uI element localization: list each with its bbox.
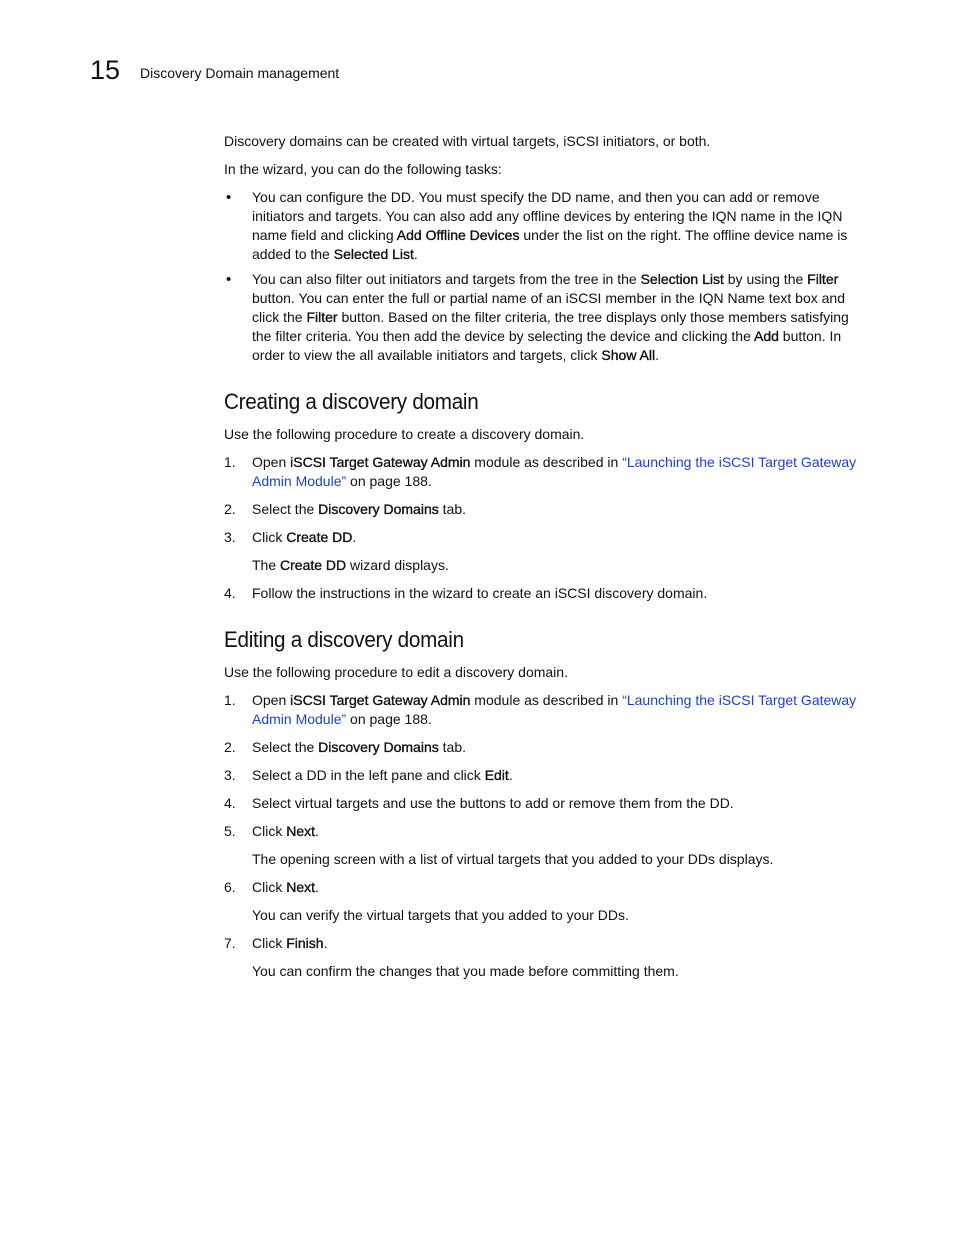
editing-step-5-result: The opening screen with a list of virtual targets that you added to your DDs displays. bbox=[252, 851, 774, 867]
editing-step-7: 7. Click Finish. bbox=[224, 935, 328, 951]
creating-step-3: 3. Click Create DD. bbox=[224, 529, 357, 545]
intro-tasks-lead: In the wizard, you can do the following tasks: bbox=[224, 161, 502, 177]
xref-launching-admin-module[interactable]: “Launching the iSCSI Target Gateway Admin Module” bbox=[252, 692, 857, 727]
intro-paragraph: Discovery domains can be created with virtual targets, iSCSI initiators, or both. bbox=[224, 133, 711, 149]
editing-steps-7 bbox=[224, 934, 872, 953]
editing-steps-6 bbox=[224, 878, 872, 897]
editing-step-6-result: You can verify the virtual targets that you added to your DDs. bbox=[252, 907, 629, 923]
task-list bbox=[224, 188, 872, 365]
editing-step-7-result: You can confirm the changes that you made before committing them. bbox=[252, 963, 679, 979]
creating-step-3-result: The Create DD wizard displays. bbox=[252, 557, 449, 573]
editing-step-1: 1. Open iSCSI Target Gateway Admin module as described in “Launching the iSCSI Target Gateway Admin Module” on page 188. bbox=[224, 692, 857, 727]
section-heading-creating: Creating a discovery domain bbox=[224, 389, 479, 414]
section-heading-editing: Editing a discovery domain bbox=[224, 627, 464, 652]
editing-steps bbox=[224, 691, 872, 841]
chapter-number: 15 bbox=[90, 55, 121, 85]
xref-launching-admin-module[interactable]: “Launching the iSCSI Target Gateway Admin Module” bbox=[252, 454, 857, 489]
editing-step-2: 2. Select the Discovery Domains tab. bbox=[224, 739, 466, 755]
creating-steps bbox=[224, 453, 872, 547]
editing-step-6: 6. Click Next. bbox=[224, 879, 319, 895]
editing-step-4: 4. Select virtual targets and use the buttons to add or remove them from the DD. bbox=[224, 795, 734, 811]
editing-lead: Use the following procedure to edit a discovery domain. bbox=[224, 664, 568, 680]
task-item-filter: • You can also filter out initiators and targets from the tree in the Selection List by using the Filter button. You can enter the full or partial name of an iSCSI member in the IQN Name text box and click the Filter button. Based on the filter criteria, the tree displays only those members satisfying the filter criteria. You then add the device by selecting the device and clicking the Add button. In order to view the all available initiators and targets, click Show All. bbox=[224, 270, 872, 365]
editing-step-3: 3. Select a DD in the left pane and click Edit. bbox=[224, 767, 513, 783]
creating-steps-continued bbox=[224, 584, 872, 603]
page-body bbox=[224, 132, 872, 990]
creating-step-1: 1. Open iSCSI Target Gateway Admin module as described in “Launching the iSCSI Target Gateway Admin Module” on page 188. bbox=[224, 454, 857, 489]
creating-step-2: 2. Select the Discovery Domains tab. bbox=[224, 501, 466, 517]
creating-step-4: 4. Follow the instructions in the wizard to create an iSCSI discovery domain. bbox=[224, 585, 708, 601]
creating-lead: Use the following procedure to create a discovery domain. bbox=[224, 426, 585, 442]
chapter-title: Discovery Domain management bbox=[140, 65, 340, 81]
editing-step-5: 5. Click Next. bbox=[224, 823, 319, 839]
task-item-configure: • You can configure the DD. You must specify the DD name, and then you can add or remove initiators and targets. You can also add any offline devices by entering the IQN name in the IQN name field and clicking Add Offline Devices under the list on the right. The offline device name is added to the Selected List. bbox=[224, 188, 872, 264]
